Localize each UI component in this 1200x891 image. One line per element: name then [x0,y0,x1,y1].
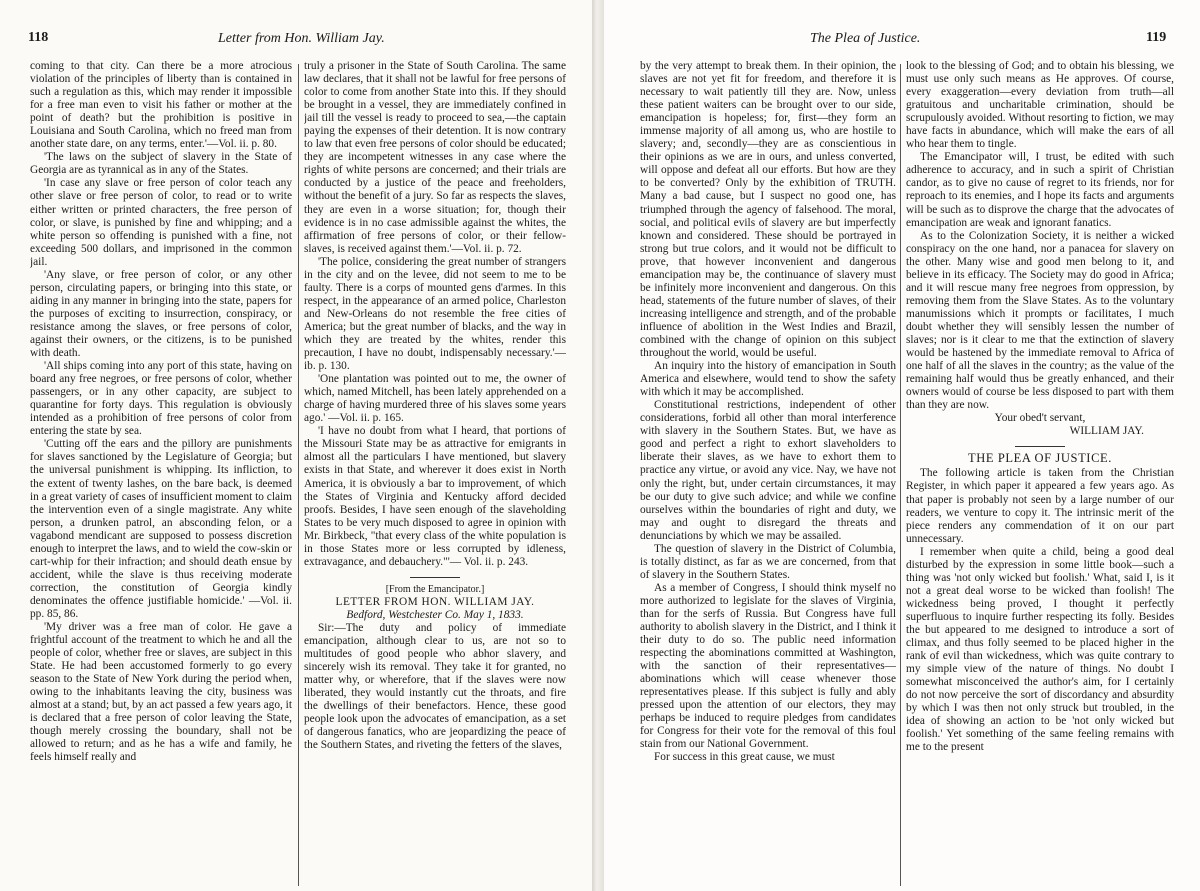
right-page [604,0,1200,891]
dateline: Bedford, Westchester Co. May 1, 1833. [346,608,524,621]
paragraph: 'The laws on the subject of slavery in the State of Georgia are as tyrannical as in any of the States. [30,151,292,177]
paragraph: look to the blessing of God; and to obtain his blessing, we must use only such means as He approves. Of course, every exaggeration—every deviation from truth—all gratuitous and uncharitable crimination, should be scrupulously avoided. Without resorting to fiction, we may have facts in abundance, which will make the ears of all who hear them to tingle. [906,60,1174,151]
paragraph: The Emancipator will, I trust, be edited with such adherence to accuracy, and in such a spirit of Christian candor, as to give no cause of regret to its friends, nor for reproach to its enemies, and I hope its facts and arguments will be such as to disprove the charge that the advocates of emancipation are weak and ignorant fanatics. [906,151,1174,229]
paragraph: As a member of Congress, I should think myself no more authorized to legislate for the slaves of Virginia, than for the serfs of Russia. But Congress have full authority to abolish slavery in the District, and I think it their duty to do so. The public need information respecting the abominations committed at Washington, with the sanction of their representatives—abominations which will cease whenever those representatives please. If this subject is fully and ably pressed upon the attention of our electors, they may perhaps be induced to require pledges from candidates for Congress for their vote for the removal of this foul stain from our National Government. [640,581,896,751]
right-page-column-2 [906,60,1174,886]
page-number: 119 [1146,30,1167,45]
paragraph: 'All ships coming into any port of this state, having on board any free negroes, or free persons of color, whether passengers, or in any other capacity, are subject to quarantine for forty days. This regulation is obviously intended as a prohibition of free persons of color from entering the state by sea. [30,360,292,438]
paragraph: Sir:—The duty and policy of immediate emancipation, although clear to us, are not so to multitudes of good people who abhor slavery, and sincerely wish its removal. They take it for granted, no matter why, or wherefore, that if the slaves were now liberated, they would instantly cut the throats, and fire the dwellings of their benefactors. Hence, these good people look upon the advocates of emancipation, as a set of dangerous fanatics, who are jeopardizing the peace of the Southern States, and riveting the fetters of the slaves, [304,621,566,752]
paragraph: An inquiry into the history of emancipation in South America and elsewhere, would tend to show the safety with which it may be accomplished. [640,360,896,399]
section-rule [410,577,460,578]
paragraph: I remember when quite a child, being a good deal disturbed by the expression in some little book—such a thing was 'not only wicked but foolish.' What, said I, is it not a great deal worse to be wicked than foolish! The wickedness being proved, I thought it perfectly superfluous to inquire further respecting its folly. Besides the but appeared to me designed to introduce a sort of climax, and thus folly seemed to be placed higher in the rank of evil than wickedness, which was quite contrary to my simple view of the nature of things. No doubt I somewhat misconceived the author's aim, for I certainly do not now perceive the sort of discordancy and absurdity by which I was then not only struck but troubled, in the idea of showing an action to be 'not only wicked but foolish.' Yet something of the same feeling remains with me to the present [906,545,1174,754]
paragraph: 'Cutting off the ears and the pillory are punishments for slaves sanctioned by the Legislature of Georgia; but the universal punishment is whipping. Its infliction, to the extent of twenty lashes, on the bare back, is deemed in a great variety of cases of insufficient moment to claim the intervention even of a single magistrate. Any white person, a drunken patrol, an absconding felon, or a vagabond mendicant are supposed to possess discretion enough to interpret the laws, and to wield the cow-skin or cart-whip for their infraction; and should death ensue by accident, while the slave is thus receiving moderate correction, the constitution of Georgia kindly denominates the offence justifiable homicide.' —Vol. ii. pp. 85, 86. [30,438,292,620]
column-divider [298,64,299,886]
source-note: [From the Emancipator.] [385,583,485,595]
left-page [0,0,592,891]
paragraph: 'One plantation was pointed out to me, the owner of which, named Mitchell, has been lately apprehended on a charge of having murdered three of his slaves some years ago.' —Vol. ii. p. 165. [304,373,566,425]
paragraph: coming to that city. Can there be a more atrocious violation of the principles of liberty than is contained in such a regulation as this, which may render it impossible for a free man even to visit his father or mother at the point of death? but the prohibition is positive in Louisiana and South Carolina, which no freed man from another state dare, on any terms, enter.'—Vol. ii. p. 80. [30,60,292,151]
paragraph: Constitutional restrictions, independent of other considerations, forbid all other than moral interference with slavery in the Southern States. But, we have as good and perfect a right to exhort slaveholders to liberate their slaves, as we have to exhort them to practice any virtue, or avoid any vice. Nay, we have not only the right, but, under certain circumstances, it may be our duty to give such advice; and while we confine ourselves within the boundaries of right and duty, we may and ought to disregard the threats and denunciations by which we may be assailed. [640,399,896,542]
closing: Your obed't servant, [994,412,1086,425]
paragraph: 'My driver was a free man of color. He gave a frightful account of the treatment to which he and all the people of color, whether free or slaves, are subject in this State. He had been accustomed formerly to go every season to the State of New York during the period when, owing to the inhabitants leaving the city, business was almost at a stand; but, by an act passed a few years ago, it is declared that a free person of color leaving the State, though merely crossing the boundary, shall not be allowed to return; and as he has a wife and family, he feels himself really and [30,621,292,764]
paragraph: truly a prisoner in the State of South Carolina. The same law declares, that it shall not be lawful for free persons of color to come from another State into this. If they should be brought in a vessel, they are immediately confined in jail till the vessel is ready to proceed to sea,—the captain paying the expenses of their detention. It is now contrary to law that even free persons of color should be educated; they are incompetent witnesses in any case where the rights of white persons are concerned; and their trials are conducted by a justice of the peace and freeholders, without the benefit of a jury. So far as respects the slaves, they are even in a worse situation; for, though their evidence is in no case admissible against the whites, the affirmation of free persons of color, or their fellow-slaves, is received against them.'—Vol. ii. p. 72. [304,60,566,255]
left-page-column-2 [304,60,566,886]
paragraph: 'I have no doubt from what I heard, that portions of the Missouri State may be as attractive for emigrants in almost all the particulars I have mentioned, but slavery exists in that State, and wherever it does exist in North America, it is obviously a bar to improvement, of which the States of Virginia and Kentucky afford decided proofs. Besides, I have seen enough of the slaveholding States to be very much disposed to agree in opinion with Mr. Birkbeck, "that every class of the white population is in those States more or less corrupted by idleness, extravagance, and debauchery."'— Vol. ii. p. 243. [304,425,566,568]
paragraph: by the very attempt to break them. In their opinion, the slaves are not yet fit for freedom, and therefore it is necessary to wait patiently till they are. Now, unless these patient waiters can be brought over to our side, emancipation is hopeless; for, first—they form an immense majority of all among us, who are hostile to slavery; and, secondly—they are as conscientious in their opinions as we are in ours, and unless converted, will oppose and defeat all our efforts. But how are they to be converted? Only by the exhibition of TRUTH. Many a bad cause, but I suspect no good one, has triumphed through the agency of falsehood. The moral, social, and political evils of slavery are but imperfectly known and considered. These should be portrayed in strong but true colors, and it would not be difficult to prove, that however inconvenient and dangerous emancipation may be, the continuance of slavery must be infinitely more inconvenient and dangerous. On this head, statements of the future number of slaves, of their increasing intelligence and strength, and of the probable influence of abolition in the West Indies and Brazil, combined with the change of opinion on this subject throughout the world, would be useful. [640,60,896,360]
paragraph: 'The police, considering the great number of strangers in the city and on the levee, did not seem to me to be faulty. There is a corps of mounted gens d'armes. In this respect, in the appearance of an armed police, Charleston and New-Orleans do not resemble the free cities of America; but the great number of blacks, and the way in which they are treated by the whites, render this precaution, I have no doubt, indispensably necessary.'—ib. p. 130. [304,255,566,373]
paragraph: As to the Colonization Society, it is neither a wicked conspiracy on the one hand, nor a panacea for slavery on the other. Many wise and good men belong to it, and believe in its efficacy. The Society may do good in Africa; and it will rescue many free negroes from oppression, by removing them from the Slave States. As to the voluntary manumissions which it prompts or facilitates, I much doubt whether they will sensibly lessen the number of slaves; nor is it clear to me that the extinction of slavery would be hastened by the immediate removal to Africa of one half of all the slaves in the country; as the value of the remaining half would thus be greatly enhanced, and their owners would of course be less disposed to part with them than they are now. [906,229,1174,412]
paragraph: 'Any slave, or free person of color, or any other person, circulating papers, or bringing into this state, or aiding in any manner in bringing into the state, papers for the purposes of exciting to insurrection, conspiracy, or resistance among the slaves, or free persons of color, against their owners, or the citizens, is to be punished with death. [30,268,292,360]
signature: WILLIAM JAY. [1069,425,1144,438]
book-gutter [592,0,604,891]
right-page-column-1 [640,60,896,886]
column-divider [900,64,901,886]
section-rule [1015,446,1065,447]
paragraph: For success in this great cause, we must [654,751,835,764]
letter-title: LETTER FROM HON. WILLIAM JAY. [335,595,535,608]
running-head: Letter from Hon. William Jay. [218,31,385,46]
left-page-column-1 [30,60,292,886]
paragraph: The following article is taken from the Christian Register, in which paper it appeared a few years ago. As that paper is probably not seen by a large number of our readers, we venture to copy it. The intrinsic merit of the piece renders any commendation of it on our part unnecessary. [906,467,1174,545]
paragraph: The question of slavery in the District of Columbia, is totally distinct, as far as we are concerned, from that of slavery in the Southern States. [640,542,896,581]
section-heading: THE PLEA OF JUSTICE. [968,451,1112,466]
paragraph: 'In case any slave or free person of color teach any other slave or free person of color, to read or to write either written or printed characters, the free person of color, or slave, is punished by fine and whipping; and a white person so offending is punished with a fine, not exceeding 500 dollars, and imprisoned in the common jail. [30,177,292,268]
page-number: 118 [28,30,49,45]
running-head: The Plea of Justice. [810,31,921,46]
